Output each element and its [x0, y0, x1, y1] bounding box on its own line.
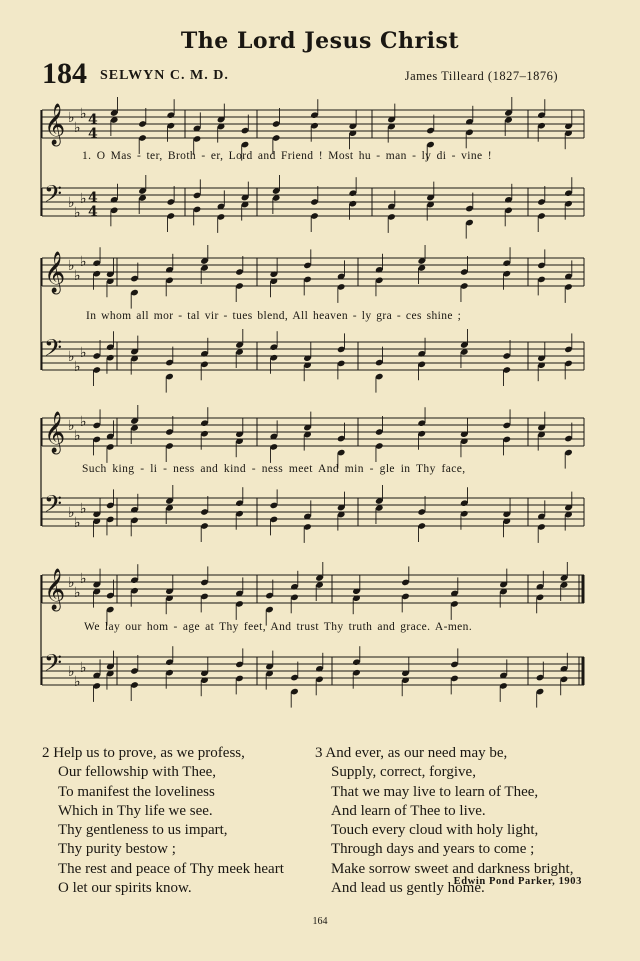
author-credit: Edwin Pond Parker, 1903 — [453, 876, 582, 887]
flat-sign: ♭ — [68, 349, 75, 365]
flat-sign: ♭ — [80, 254, 87, 270]
verse-line: Make sorrow sweet and darkness bright, — [331, 860, 574, 877]
treble-clef: 𝄞 — [44, 412, 66, 453]
flat-sign: ♭ — [80, 191, 87, 207]
lyrics-line-3: Such king - li - ness and kind - ness meet And min - gle in Thy face, — [82, 463, 466, 475]
flat-sign: ♭ — [80, 414, 87, 430]
composer-credit: James Tilleard (1827–1876) — [404, 69, 558, 83]
flat-sign: ♭ — [80, 106, 87, 122]
bass-clef: 𝄢 — [44, 334, 63, 367]
verse-line: The rest and peace of Thy meek heart — [58, 860, 284, 877]
lyrics-line-4: We lay our hom - age at Thy feet, And trust Thy truth and grace. A-men. — [84, 621, 473, 633]
verse-line: And lead us gently home. — [331, 880, 485, 897]
flat-sign: ♭ — [74, 428, 81, 444]
treble-clef: 𝄞 — [44, 104, 66, 145]
page-number: 164 — [312, 916, 328, 927]
verse-line: Touch every cloud with holy light, — [331, 822, 539, 839]
time-signature: 4 — [88, 112, 98, 128]
treble-clef: 𝄞 — [44, 252, 66, 293]
flat-sign: ♭ — [68, 664, 75, 680]
flat-sign: ♭ — [68, 258, 75, 274]
verse-line: Through days and years to come ; — [331, 841, 535, 858]
verse-line: Which in Thy life we see. — [58, 802, 213, 819]
flat-sign: ♭ — [80, 571, 87, 587]
verse-line: That we may live to learn of Thee, — [331, 783, 539, 800]
flat-sign: ♭ — [74, 205, 81, 221]
flat-sign: ♭ — [74, 359, 81, 375]
bass-clef: 𝄢 — [44, 649, 63, 682]
flat-sign: ♭ — [68, 575, 75, 591]
verse-line: Supply, correct, forgive, — [331, 764, 476, 781]
flat-sign: ♭ — [68, 505, 75, 521]
section-title: The Lord Jesus Christ — [180, 28, 460, 54]
flat-sign: ♭ — [68, 418, 75, 434]
flat-sign: ♭ — [80, 501, 87, 517]
treble-clef: 𝄞 — [44, 569, 66, 610]
verse-2 — [42, 744, 284, 898]
hymn-number: 184 — [42, 57, 87, 90]
bass-clef: 𝄢 — [44, 180, 63, 213]
time-signature: 4 — [88, 204, 98, 220]
tune-name: SELWYN C. M. D. — [100, 68, 229, 83]
flat-sign: ♭ — [80, 660, 87, 676]
bass-clef: 𝄢 — [44, 490, 63, 523]
verse-line: And learn of Thee to live. — [331, 802, 486, 819]
verse-line: 2 Help us to prove, as we profess, — [42, 745, 245, 761]
verse-line: Thy purity bestow ; — [58, 841, 176, 858]
flat-sign: ♭ — [68, 110, 75, 126]
lyrics-line-1: 1. O Mas - ter, Broth - er, Lord and Friend ! Most hu - man - ly di - vine ! — [82, 150, 493, 162]
flat-sign: ♭ — [74, 268, 81, 284]
time-signature: 4 — [88, 190, 98, 206]
time-signature: 4 — [88, 126, 98, 142]
flat-sign: ♭ — [68, 195, 75, 211]
verse-line: To manifest the loveliness — [58, 783, 215, 800]
flat-sign: ♭ — [74, 674, 81, 690]
verse-line: Our fellowship with Thee, — [58, 764, 217, 781]
verse-line: 3 And ever, as our need may be, — [315, 745, 508, 761]
flat-sign: ♭ — [74, 585, 81, 601]
flat-sign: ♭ — [80, 345, 87, 361]
lyrics-line-2: In whom all mor - tal vir - tues blend, All heaven - ly gra - ces shine ; — [86, 310, 462, 322]
verse-line: Thy gentleness to us impart, — [58, 822, 228, 839]
flat-sign: ♭ — [74, 120, 81, 136]
flat-sign: ♭ — [74, 515, 81, 531]
verse-line: O let our spirits know. — [58, 880, 192, 897]
